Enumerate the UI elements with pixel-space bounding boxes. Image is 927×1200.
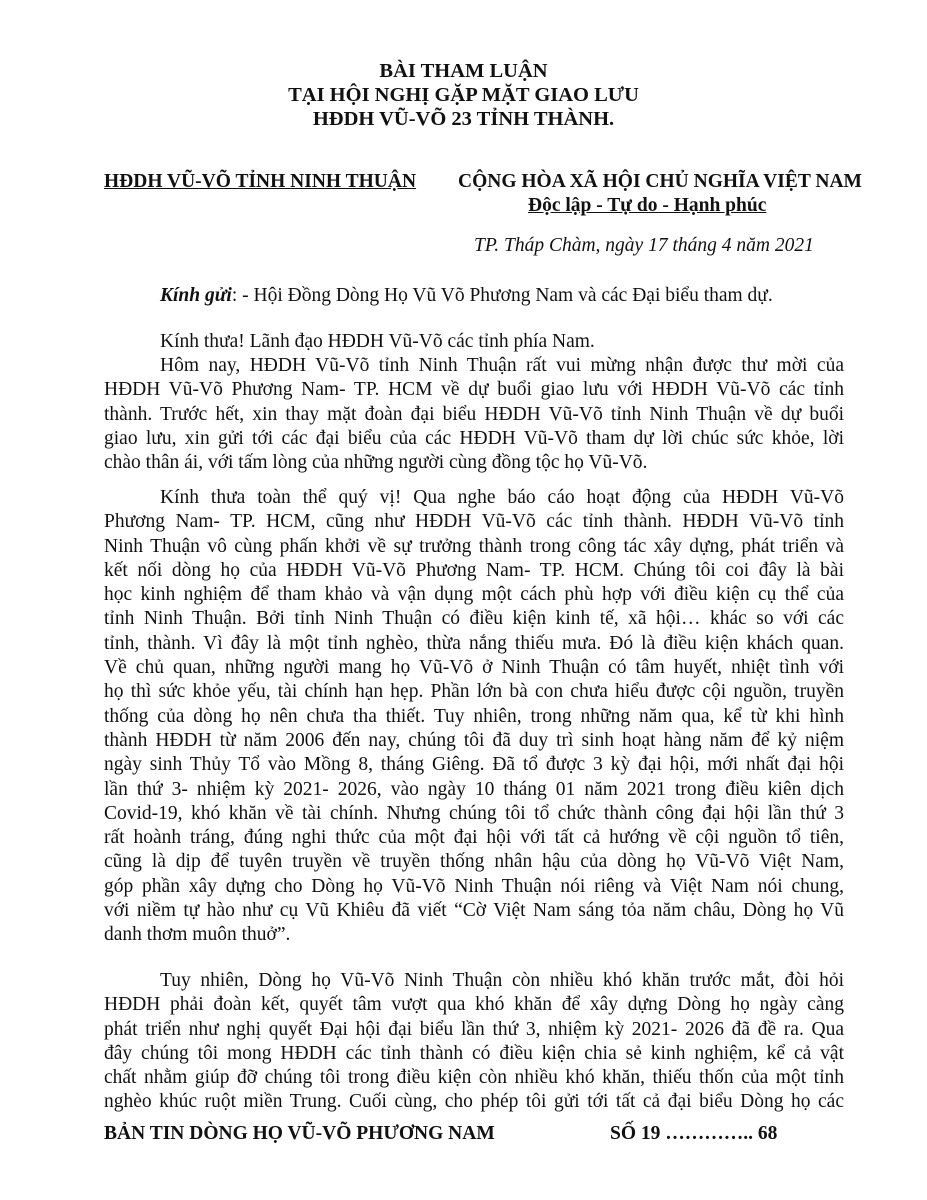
paragraph-line: HĐDH Vũ-Võ Phương Nam- TP. HCM về dự buổi giao lưu với HĐDH Vũ-Võ các tỉnh [104, 379, 844, 401]
paragraph-line: lần thứ 3- nhiệm kỳ 2021- 2026, vào ngày 10 tháng 01 năm 2021 trong điều kiên dịch [104, 778, 844, 800]
paragraph-line: kết nối dòng họ của HĐDH Vũ-Võ Phương Nam- TP. HCM. Chúng tôi coi đây là bài [104, 559, 844, 581]
paragraph-line: góp phần xây dựng cho Dòng họ Vũ-Võ Ninh Thuận nói riêng và Việt Nam nói chung, [104, 875, 844, 897]
paragraph-line: Tuy nhiên, Dòng họ Vũ-Võ Ninh Thuận còn nhiều khó khăn trước mắt, đòi hỏi [160, 970, 844, 991]
paragraph-line: học kinh nghiệm để tham khảo và vận dụng một cách phù hợp với điều kiện cụ thể của [104, 584, 844, 606]
paragraph-line: cũng là dịp để tuyên truyền về truyền thống nhân hậu của dòng họ Vũ-Võ Việt Nam, [104, 851, 844, 873]
paragraph-line: Về chủ quan, những người mang họ Vũ-Võ ở Ninh Thuận có tâm huyết, nhiệt tình với [104, 657, 844, 679]
footer-issue-page: SỐ 19 ………….. 68 [610, 1123, 778, 1144]
paragraph-line: chất nhằm giúp đỡ chúng tôi trong điều kiện còn nhiều khó khăn, thiếu thốn của một tỉnh [104, 1067, 844, 1089]
paragraph-line: chào thân ái, với tấm lòng của những người cùng đồng tộc họ Vũ-Võ. [104, 452, 648, 474]
paragraph-line: thành. Trước hết, xin thay mặt đoàn đại biểu HĐDH Vũ-Võ tỉnh Ninh Thuận về dự buổi [104, 403, 844, 425]
paragraph-line: HĐDH phải đoàn kết, quyết tâm vượt qua khó khăn để xây dựng Dòng họ ngày càng [104, 994, 844, 1016]
document-title-line-3: HĐDH VŨ-VÕ 23 TỈNH THÀNH. [312, 108, 615, 130]
paragraph-line: Phương Nam- TP. HCM, cũng như HĐDH Vũ-Võ các tỉnh thành. HĐDH Vũ-Võ tỉnh [104, 511, 844, 533]
paragraph-line: Kính thưa! Lãnh đạo HĐDH Vũ-Võ các tỉnh phía Nam. [160, 331, 595, 352]
paragraph-line: nghèo khúc ruột miền Trung. Cuối cùng, cho phép tôi gửi tới tất cả đại biểu Dòng họ các [104, 1091, 844, 1113]
paragraph-report [104, 486, 844, 948]
recipient-label: Kính gửi [160, 285, 232, 306]
national-motto: Độc lập - Tự do - Hạnh phúc [528, 195, 767, 216]
paragraph-line: tỉnh, thành. Vì đây là một tỉnh nghèo, thừa nắng thiếu mưa. Đó là điều kiện khách quan. [104, 632, 844, 654]
paragraph-line: với niềm tự hào như cụ Vũ Khiêu đã viết “Cờ Việt Nam sáng tỏa năm châu, Dòng họ Vũ [104, 900, 844, 922]
paragraph-line: rất hoành tráng, đúng nghi thức của một đại hội với tất cả hướng về cội nguồn tổ tiên, [104, 827, 844, 849]
paragraph-line: thống của dòng họ nên chưa tha thiết. Tuy nhiên, trong những năm qua, kể từ khi hình [104, 705, 844, 727]
paragraph-line: ngày sinh Thủy Tổ vào Mồng 8, tháng Giêng. Đã tổ được 3 kỳ đại hội, mới nhất đại hội [104, 754, 844, 776]
footer-publication-name: BẢN TIN DÒNG HỌ VŨ-VÕ PHƯƠNG NAM [104, 1123, 495, 1144]
paragraph-line: đây chúng tôi mong HĐDH các tỉnh thành có điều kiện chia sẻ kinh nghiệm, kể cả vật [104, 1042, 844, 1064]
document-title-line-2: TẠI HỘI NGHỊ GẶP MẶT GIAO LƯU [288, 84, 639, 106]
paragraph-line: Ninh Thuận vô cùng phấn khởi về sự trưởng thành trong công tác xây dựng, phát triển và [104, 535, 844, 557]
paragraph-line: họ thì sức khỏe yếu, tài chính hạn hẹp. Phần lớn bà con chưa hiểu được cội nguồn, truyền [104, 681, 844, 703]
paragraph-greeting [104, 330, 844, 354]
recipient-line [160, 285, 773, 307]
paragraph-line: Kính thưa toàn thể quý vị! Qua nghe báo cáo hoạt động của HĐDH Vũ-Võ [160, 487, 844, 508]
paragraph-line: Covid-19, khó khăn về tài chính. Nhưng chúng tôi tổ chức thành công đại hội lần thứ 3 [104, 802, 844, 824]
paragraph-conclusion [104, 969, 844, 1115]
paragraph-line: giao lưu, xin gửi tới các đại biểu của các HĐDH Vũ-Võ tham dự lời chúc sức khỏe, lời [104, 427, 844, 449]
paragraph-line: danh thơm muôn thuở”. [104, 924, 291, 946]
paragraph-line: tỉnh Ninh Thuận. Bởi tỉnh Ninh Thuận có điều kiện kinh tế, xã hội… khác so với các [104, 608, 844, 630]
paragraph-line: Hôm nay, HĐDH Vũ-Võ tỉnh Ninh Thuận rất vui mừng nhận được thư mời của [160, 355, 844, 376]
paragraph-line: phát triển như nghị quyết Đại hội đại biểu lần thứ 3, nhiệm kỳ 2021- 2026 đã đề ra. Qua [104, 1018, 844, 1040]
place-and-date: TP. Tháp Chàm, ngày 17 tháng 4 năm 2021 [474, 235, 814, 256]
paragraph-introduction [104, 354, 844, 475]
paragraph-line: thành HĐDH từ năm 2006 đến nay, chúng tôi đã duy trì sinh hoạt hàng năm để kỷ niệm [104, 729, 844, 751]
organization-name: HĐDH VŨ-VÕ TỈNH NINH THUẬN [104, 171, 417, 192]
document-title-line-1: BÀI THAM LUẬN [379, 60, 548, 82]
national-title: CỘNG HÒA XÃ HỘI CHỦ NGHĨA VIỆT NAM [458, 171, 862, 192]
recipient-text: : - Hội Đồng Dòng Họ Vũ Võ Phương Nam và các Đại biểu tham dự. [231, 285, 773, 306]
